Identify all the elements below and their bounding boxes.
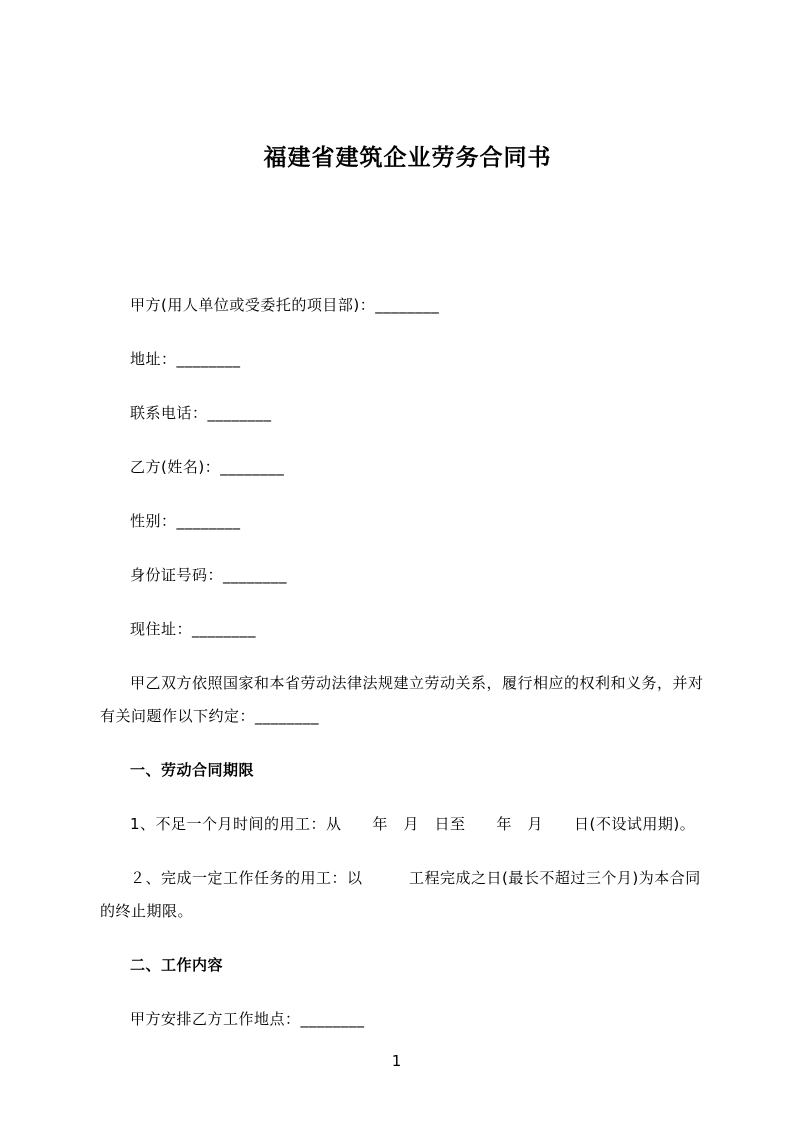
field-address: 地址：________ — [130, 350, 241, 368]
document-title: 福建省建筑企业劳务合同书 — [263, 145, 552, 171]
clause-task-based-employment: ２、完成一定工作任务的用工：以 工程完成之日(最长不超过三个月)为本合同的终止期限。 — [100, 869, 701, 920]
field-current-address: 现住址：________ — [130, 620, 257, 638]
field-phone: 联系电话：________ — [130, 404, 272, 422]
intro-paragraph: 甲乙双方依照国家和本省劳动法律法规建立劳动关系，履行相应的权利和义务，并对有关问题作以下约定：________ — [100, 674, 704, 725]
field-party-b-name: 乙方(姓名)：________ — [130, 458, 285, 476]
clause-short-term-employment: 1、不足一个月时间的用工：从 年 月 日至 年 月 日(不设试用期)。 — [130, 815, 696, 833]
page-number: 1 — [391, 1052, 402, 1070]
field-gender: 性别：________ — [130, 512, 241, 530]
section-heading-work-content: 二、工作内容 — [130, 956, 224, 974]
field-id-number: 身份证号码：________ — [130, 566, 288, 584]
field-work-location: 甲方安排乙方工作地点：________ — [130, 1010, 365, 1028]
section-heading-contract-term: 一、劳动合同期限 — [130, 761, 255, 779]
document-body — [100, 289, 715, 1036]
field-party-a: 甲方(用人单位或受委托的项目部)：________ — [130, 296, 440, 314]
